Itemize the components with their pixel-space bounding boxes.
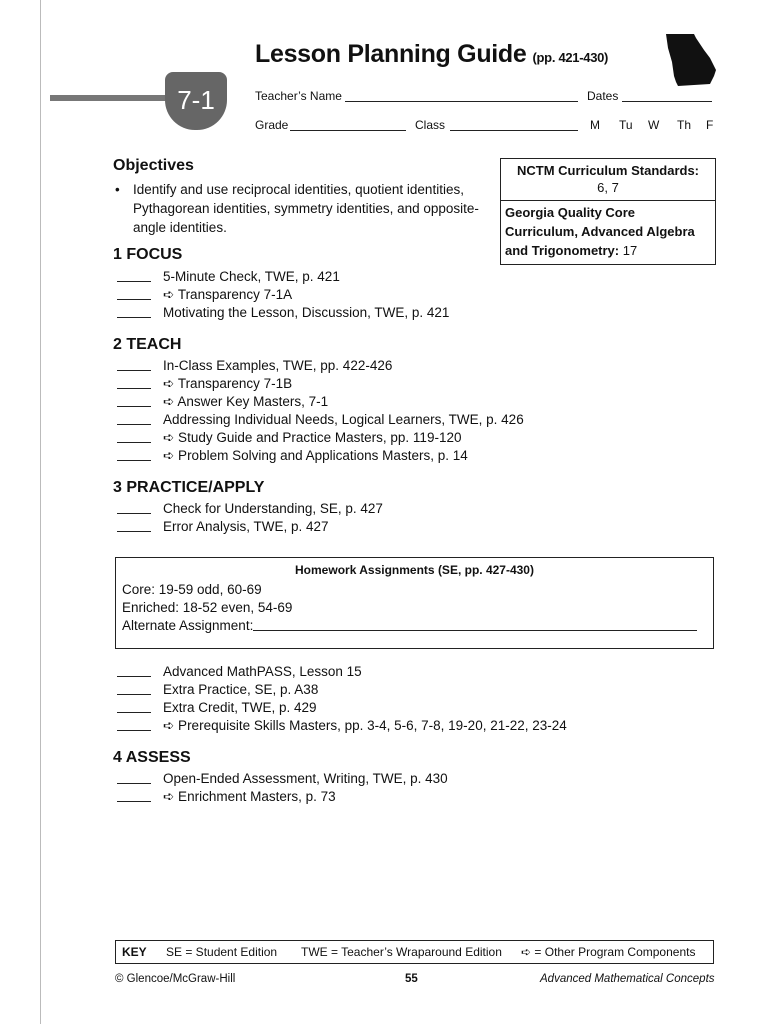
item-text: Advanced MathPASS, Lesson 15 [163, 664, 362, 679]
check-blank[interactable] [117, 393, 151, 407]
item-text: Motivating the Lesson, Discussion, TWE, p. 421 [163, 305, 450, 320]
bullet-icon: • [115, 182, 120, 197]
key-box [115, 940, 714, 964]
checklist-item[interactable] [117, 447, 468, 465]
teacher-name-label: Teacher’s Name [255, 89, 342, 103]
focus-heading: 1 FOCUS [113, 246, 183, 263]
dates-label: Dates [587, 89, 619, 103]
item-text: ➪ Prerequisite Skills Masters, pp. 3-4, 5-6, 7-8, 19-20, 21-22, 23-24 [163, 718, 567, 733]
check-blank[interactable] [117, 357, 151, 371]
checklist-item[interactable] [117, 286, 292, 304]
teacher-name-field[interactable] [345, 101, 578, 102]
check-blank[interactable] [117, 699, 151, 713]
homework-core: Core: 19-59 odd, 60-69 [122, 582, 262, 597]
title-text: Lesson Planning Guide [255, 40, 527, 68]
checklist-item[interactable] [117, 770, 448, 788]
lesson-badge: 7-1 [165, 72, 227, 130]
item-text: Check for Understanding, SE, p. 427 [163, 501, 383, 516]
check-blank[interactable] [117, 663, 151, 677]
grade-field[interactable] [290, 130, 406, 131]
objectives-heading: Objectives [113, 157, 194, 174]
page-title [255, 40, 608, 69]
day-tuesday[interactable]: Tu [619, 118, 633, 132]
check-blank[interactable] [117, 268, 151, 282]
day-monday[interactable]: M [590, 118, 600, 132]
checklist-item[interactable] [117, 411, 524, 429]
key-label: KEY [122, 945, 147, 959]
item-text: ➪ Transparency 7-1A [163, 287, 293, 302]
objective-bullet [115, 180, 495, 237]
footer-page-number: 55 [405, 973, 418, 985]
teach-heading: 2 TEACH [113, 336, 182, 353]
check-blank[interactable] [117, 518, 151, 532]
homework-box [115, 557, 714, 649]
objective-text: Identify and use reciprocal identities, quotient identities, Pythagorean identities, symmetry identities, and opposite-angle identities. [133, 182, 479, 235]
checklist-item[interactable] [117, 788, 336, 806]
checklist-item[interactable] [117, 375, 292, 393]
standards-box [500, 158, 716, 265]
alternate-field[interactable] [253, 617, 697, 631]
georgia-value: 17 [622, 243, 638, 258]
header-bar [50, 95, 170, 101]
check-blank[interactable] [117, 447, 151, 461]
check-blank[interactable] [117, 500, 151, 514]
checklist-item[interactable] [117, 699, 317, 717]
check-blank[interactable] [117, 770, 151, 784]
checklist-item[interactable] [117, 518, 329, 536]
checklist-item[interactable] [117, 304, 449, 322]
item-text: ➪ Transparency 7-1B [163, 376, 293, 391]
check-blank[interactable] [117, 788, 151, 802]
item-text: ➪ Problem Solving and Applications Masters, p. 14 [163, 448, 468, 463]
nctm-label: NCTM Curriculum Standards: [516, 163, 699, 178]
footer-copyright: © Glencoe/McGraw-Hill [115, 973, 236, 985]
class-label: Class [415, 118, 446, 132]
homework-enriched: Enriched: 18-52 even, 54-69 [122, 600, 293, 615]
item-text: Extra Practice, SE, p. A38 [163, 682, 319, 697]
check-blank[interactable] [117, 375, 151, 389]
homework-caption: Homework Assignments (SE, pp. 427-430) [295, 563, 534, 577]
alternate-label: Alternate Assignment: [122, 618, 254, 633]
check-blank[interactable] [117, 304, 151, 318]
day-friday[interactable]: F [706, 118, 714, 132]
check-blank[interactable] [117, 681, 151, 695]
assess-heading: 4 ASSESS [113, 749, 191, 766]
day-thursday[interactable]: Th [677, 118, 692, 132]
title-pages: (pp. 421-430) [532, 50, 609, 65]
grade-label: Grade [255, 118, 289, 132]
item-text: In-Class Examples, TWE, pp. 422-426 [163, 358, 393, 373]
footer-book-title: Advanced Mathematical Concepts [540, 973, 715, 985]
nctm-value: 6, 7 [597, 180, 619, 195]
item-text: ➪ Answer Key Masters, 7-1 [163, 394, 329, 409]
georgia-label: Georgia Quality Core Curriculum, Advanced Algebra and Trigonometry: [505, 205, 695, 258]
item-text: ➪ Study Guide and Practice Masters, pp. 119-120 [163, 430, 462, 445]
homework-alternate [122, 617, 713, 635]
item-text: ➪ Enrichment Masters, p. 73 [163, 789, 336, 804]
item-text: Extra Credit, TWE, p. 429 [163, 700, 317, 715]
item-text: Addressing Individual Needs, Logical Learners, TWE, p. 426 [163, 412, 524, 427]
class-field[interactable] [450, 130, 578, 131]
item-text: Error Analysis, TWE, p. 427 [163, 519, 329, 534]
key-se: SE = Student Edition [166, 945, 278, 959]
checklist-item[interactable] [117, 717, 567, 735]
checklist-item[interactable] [117, 663, 362, 681]
checklist-item[interactable] [117, 429, 461, 447]
key-twe: TWE = Teacher’s Wraparound Edition [301, 945, 502, 959]
dates-field[interactable] [622, 101, 712, 102]
georgia-map-icon [660, 32, 720, 90]
key-other: ➪ = Other Program Components [521, 945, 696, 959]
practice-heading: 3 PRACTICE/APPLY [113, 479, 265, 496]
check-blank[interactable] [117, 429, 151, 443]
checklist-item[interactable] [117, 268, 340, 286]
day-wednesday[interactable]: W [648, 118, 660, 132]
check-blank[interactable] [117, 411, 151, 425]
check-blank[interactable] [117, 286, 151, 300]
check-blank[interactable] [117, 717, 151, 731]
checklist-item[interactable] [117, 681, 318, 699]
checklist-item[interactable] [117, 500, 383, 518]
checklist-item[interactable] [117, 357, 392, 375]
checklist-item[interactable] [117, 393, 328, 411]
item-text: 5-Minute Check, TWE, p. 421 [163, 269, 340, 284]
item-text: Open-Ended Assessment, Writing, TWE, p. 430 [163, 771, 448, 786]
